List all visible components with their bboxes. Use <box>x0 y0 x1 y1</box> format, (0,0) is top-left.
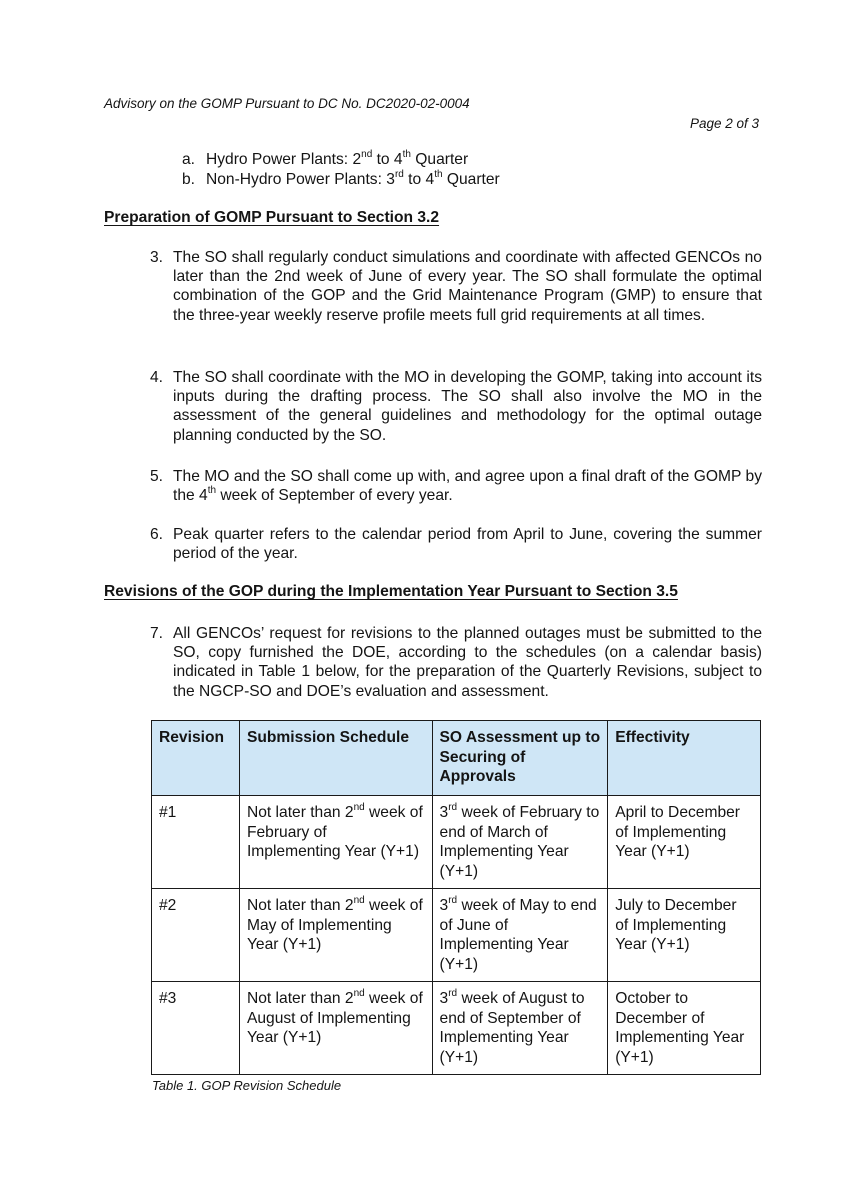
list-marker: b. <box>182 171 196 188</box>
section-heading-preparation: Preparation of GOMP Pursuant to Section 3.2 <box>104 209 440 226</box>
list-text: Quarter <box>442 171 500 188</box>
section-heading-revisions: Revisions of the GOP during the Implementation Year Pursuant to Section 3.5 <box>104 583 678 600</box>
revision-cell: #1 <box>152 796 240 889</box>
superscript: nd <box>361 148 373 160</box>
paragraph-item-5 <box>150 467 762 505</box>
column-header: Revision <box>152 721 240 796</box>
cell-text: week of May of Implementing Year (Y+1) <box>246 897 423 953</box>
document-header-title: Advisory on the GOMP Pursuant to DC No. DC2020-02-0004 <box>104 96 470 111</box>
superscript: rd <box>448 987 458 999</box>
table-row <box>152 796 761 889</box>
revision-cell: #3 <box>152 982 240 1075</box>
superscript: rd <box>448 801 458 813</box>
effectivity-cell: October to December of Implementing Year (Y+1) <box>608 982 761 1075</box>
effectivity-cell: July to December of Implementing Year (Y+1) <box>608 889 761 982</box>
item-text-part: The MO and the SO shall come up with, and agree upon a final draft of the GOMP by the 4 <box>173 468 762 505</box>
so-assessment-cell <box>432 796 608 889</box>
item-text: Peak quarter refers to the calendar period from April to June, covering the summer period of the year. <box>173 526 762 563</box>
superscript: nd <box>353 894 365 906</box>
cell-text: 3 <box>439 990 449 1007</box>
column-header: Effectivity <box>608 721 761 796</box>
item-text: The SO shall regularly conduct simulations and coordinate with affected GENCOs no later than the 2nd week of June of every year. The SO shall formulate the optimal combination of the GOP and the Grid Maintenance Program (GMP) to ensure that the three-year weekly reserve profile meets full grid requirements at all times. <box>173 249 762 324</box>
page-number: Page 2 of 3 <box>690 116 760 131</box>
table-header-row <box>152 721 761 796</box>
superscript: nd <box>353 801 365 813</box>
gop-revision-table <box>151 720 761 1075</box>
superscript: rd <box>448 894 458 906</box>
effectivity-cell: April to December of Implementing Year (Y+1) <box>608 796 761 889</box>
cell-text: Not later than 2 <box>246 897 354 914</box>
list-text: Quarter <box>410 151 469 168</box>
list-text: Hydro Power Plants: 2 <box>206 151 362 168</box>
paragraph-item-4 <box>150 368 762 445</box>
cell-text: week of August of Implementing Year (Y+1) <box>246 990 423 1046</box>
list-marker: a. <box>182 151 196 168</box>
item-number: 4. <box>150 369 164 386</box>
cell-text: 3 <box>439 804 449 821</box>
paragraph-item-7 <box>150 624 762 701</box>
list-text: Non-Hydro Power Plants: 3 <box>206 171 395 188</box>
list-item <box>182 150 500 170</box>
paragraph-item-3 <box>150 248 762 325</box>
cell-text: week of February of Implementing Year (Y+1) <box>246 804 423 860</box>
superscript: rd <box>394 168 404 180</box>
list-item <box>182 170 500 190</box>
cell-text: week of February to end of March of Implementing Year (Y+1) <box>439 804 600 880</box>
submission-cell <box>239 796 432 889</box>
item-number: 3. <box>150 249 164 266</box>
so-assessment-cell <box>432 889 608 982</box>
superscript: th <box>207 485 217 497</box>
cell-text: 3 <box>439 897 449 914</box>
item-number: 7. <box>150 625 164 642</box>
table-caption: Table 1. GOP Revision Schedule <box>152 1078 342 1093</box>
list-text: to 4 <box>372 151 403 168</box>
list-text: to 4 <box>403 171 435 188</box>
item-text: The SO shall coordinate with the MO in developing the GOMP, taking into account its inputs during the drafting process. The SO shall also involve the MO in the assessment of the general guidelines and methodology for the optimal outage planning conducted by the SO. <box>173 369 762 444</box>
item-text: All GENCOs’ request for revisions to the planned outages must be submitted to the SO, copy furnished the DOE, according to the schedules (on a calendar basis) indicated in Table 1 below, for the preparation of the Quarterly Revisions, subject to the NGCP-SO and DOE’s evaluation and assessment. <box>173 625 762 700</box>
cell-text: Not later than 2 <box>246 990 354 1007</box>
cell-text: Not later than 2 <box>246 804 354 821</box>
column-header: SO Assessment up to Securing of Approvals <box>432 721 608 796</box>
revision-cell: #2 <box>152 889 240 982</box>
superscript: th <box>434 168 443 180</box>
paragraph-item-6 <box>150 525 762 563</box>
item-number: 5. <box>150 468 164 485</box>
cell-text: week of August to end of September of Implementing Year (Y+1) <box>439 990 585 1066</box>
submission-cell <box>239 889 432 982</box>
item-text-part: week of September of every year. <box>216 487 453 505</box>
table-row <box>152 982 761 1075</box>
item-number: 6. <box>150 526 164 543</box>
so-assessment-cell <box>432 982 608 1075</box>
superscript: nd <box>353 987 365 999</box>
item-text <box>173 467 762 505</box>
cell-text: week of May to end of June of Implementing Year (Y+1) <box>439 897 597 973</box>
submission-cell <box>239 982 432 1075</box>
column-header: Submission Schedule <box>239 721 432 796</box>
quarter-sublist <box>182 150 500 190</box>
table-row <box>152 889 761 982</box>
superscript: th <box>402 148 411 160</box>
